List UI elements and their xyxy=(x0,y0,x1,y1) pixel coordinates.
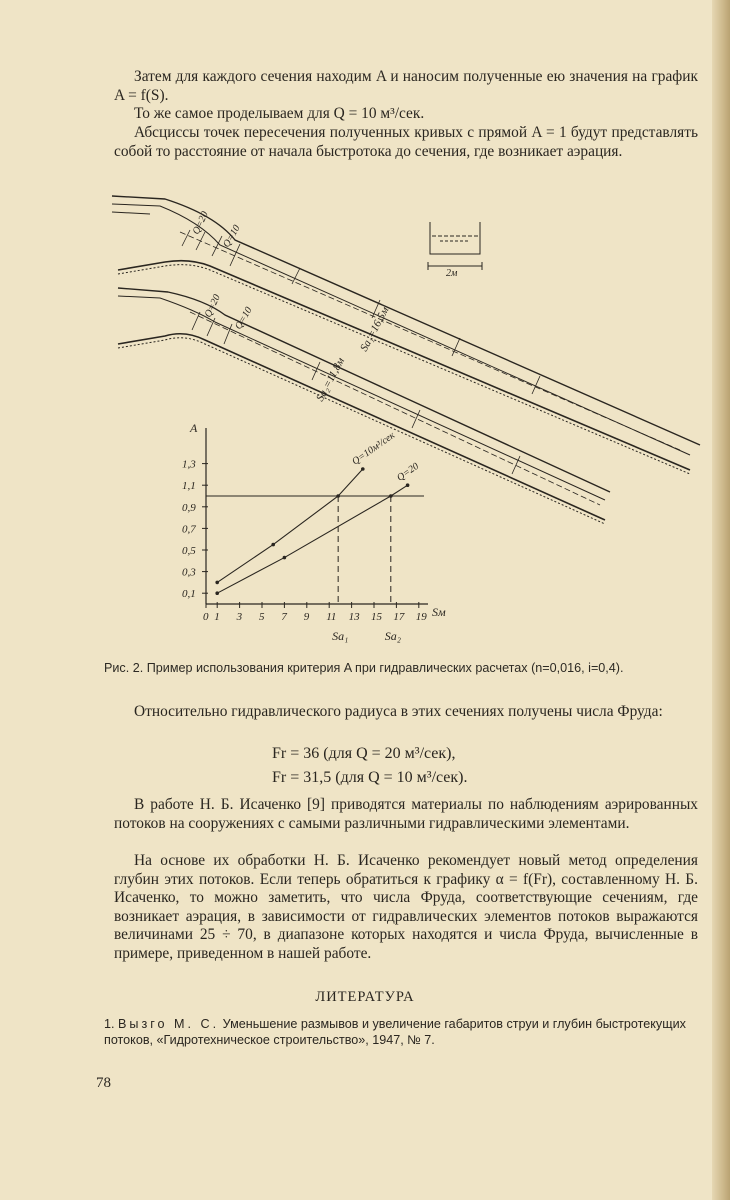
x-tick-label-10: 19 xyxy=(415,611,427,623)
x-tick-label-9: 17 xyxy=(393,611,405,623)
x-tick-label-3: 5 xyxy=(259,611,265,623)
channel-cross-section-inset xyxy=(428,222,482,270)
figure-caption: Рис. 2. Пример использования критерия A при гидравлических расчетах (n=0,016, i=0,4). xyxy=(104,661,624,675)
paragraph-intro-1: Затем для каждого сечения находим A и наносим полученные ею значения на график A = f(S). xyxy=(114,68,698,104)
reference-text: Уменьшение размывов и увеличение габаритов струи и глубин быстротекущих потоков, «Гидротехническое строительство», 1947, № 7. xyxy=(104,1017,686,1047)
x-tick-label-7: 13 xyxy=(348,611,360,623)
x-tick-label-6: 11 xyxy=(326,611,337,623)
series-1-point-0 xyxy=(215,591,219,595)
paragraph-froude-intro: Относительно гидравлического радиуса в этих сечениях получены числа Фруда: xyxy=(134,703,663,720)
y-tick-label-5: 1,1 xyxy=(182,480,196,493)
x-tick-label-0: 0 xyxy=(203,611,209,623)
reference-author: Вызго М. С. xyxy=(118,1017,220,1031)
references-heading: ЛИТЕРАТУРА xyxy=(315,989,415,1005)
series-0-point-0 xyxy=(215,581,219,585)
x-axis-label: Sм xyxy=(432,605,446,619)
marker-label-1: Sa₂ xyxy=(384,629,401,643)
x-tick-label-5: 9 xyxy=(303,611,310,623)
inset-width-label: 2м xyxy=(446,268,458,279)
flow-label-1: Q=20 xyxy=(190,209,211,237)
flow-label-3: Q=20 xyxy=(202,292,223,320)
curve-label-0: Q=10м³/сек xyxy=(350,430,398,468)
series-line-1 xyxy=(217,485,407,593)
x-tick-label-1: 1 xyxy=(214,611,220,623)
flow-label-2: Q=10 xyxy=(221,223,243,250)
formula-froude-q10: Fr = 31,5 (для Q = 10 м³/сек). xyxy=(272,769,468,786)
paragraph-intro-2: То же самое проделываем для Q = 10 м³/сек. xyxy=(134,105,425,122)
y-axis-label: A xyxy=(190,421,198,435)
x-tick-label-2: 3 xyxy=(236,611,243,623)
y-tick-label-2: 0,5 xyxy=(182,545,196,557)
series-0-point-3 xyxy=(361,467,365,471)
reference-number: 1. xyxy=(104,1017,115,1031)
y-tick-label-0: 0,1 xyxy=(182,588,196,601)
formula-froude-q20: Fr = 36 (для Q = 20 м³/сек), xyxy=(272,745,456,762)
curve-label-1: Q=20 xyxy=(395,460,421,484)
y-tick-label-1: 0,3 xyxy=(182,566,196,579)
sa1-label-profile: Sa₁=16,5м xyxy=(358,304,392,354)
marker-label-0: Sa₁ xyxy=(332,629,349,643)
page-number: 78 xyxy=(96,1075,111,1091)
reference-item-1 xyxy=(104,1016,704,1048)
section-ticks xyxy=(182,230,540,474)
paragraph-isachenko-2: На основе их обработки Н. Б. Исаченко рекомендует новый метод определения глубин этих потоков. Если теперь обратиться к графику α = f(Fr), составленному Н. Б. Исаченко, то можно заметить, что числа Фруда, соответствующие сечениям, где возникает аэрация, в зависимости от гидравлических элементов потоков выражаются величинами 25 ÷ 70, в диапазоне которых находятся и числа Фруда, вычисленные в примере, приведенном в нашей работе. xyxy=(114,852,698,962)
x-tick-label-8: 15 xyxy=(371,611,382,623)
series-0-point-1 xyxy=(271,543,275,547)
series-1-point-1 xyxy=(283,556,287,560)
series-1-point-3 xyxy=(406,483,410,487)
y-tick-label-6: 1,3 xyxy=(182,458,196,471)
criterion-a-chart xyxy=(182,421,446,643)
profile-q20 xyxy=(112,196,700,474)
y-tick-label-3: 0,7 xyxy=(182,523,196,536)
flow-label-4: Q=10 xyxy=(233,305,255,332)
paragraph-intro-3: Абсциссы точек пересечения полученных кривых с прямой A = 1 будут представлять собой то расстояние от начала быстротока до сечения, где возникает аэрация. xyxy=(114,124,698,160)
sa2-label-profile: Sa₂=11,8м xyxy=(314,355,348,404)
x-tick-label-4: 7 xyxy=(281,611,287,623)
y-tick-label-4: 0,9 xyxy=(182,501,196,514)
paragraph-isachenko-1: В работе Н. Б. Исаченко [9] приводятся материалы по наблюдениям аэрированных потоков на сооружениях с самыми различными гидравлическими элементами. xyxy=(114,796,698,832)
series-line-0 xyxy=(217,469,363,582)
